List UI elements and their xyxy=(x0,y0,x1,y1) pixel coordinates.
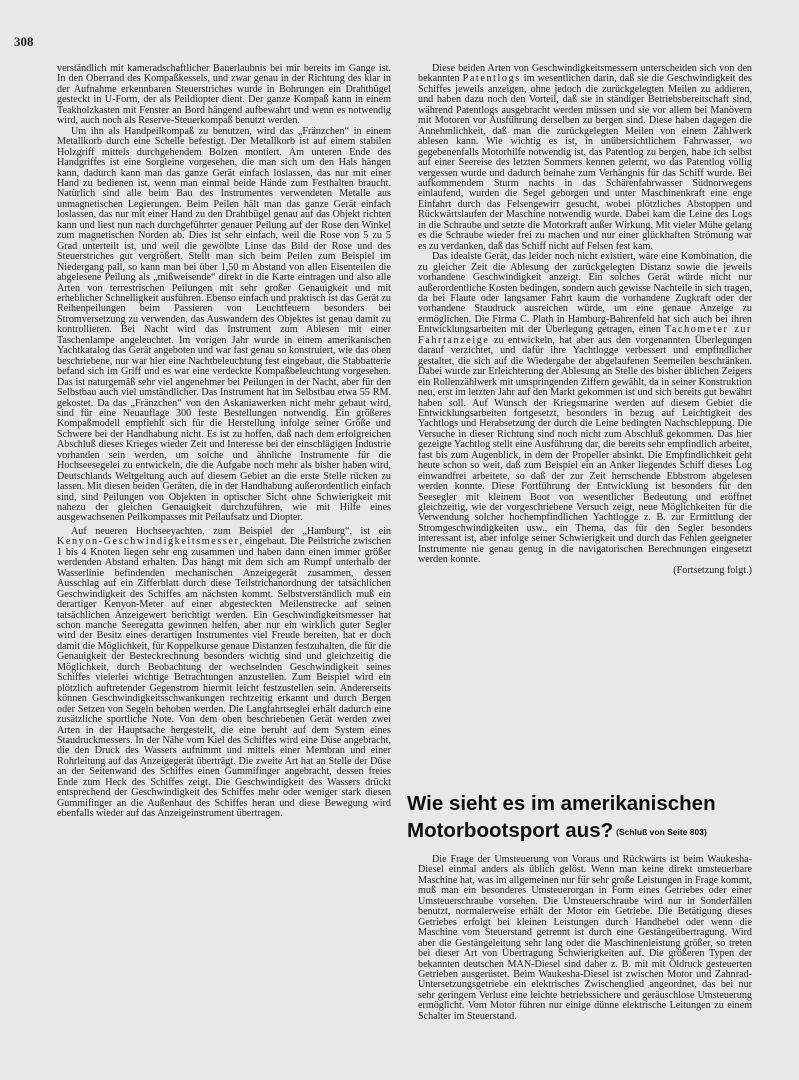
emphasized-term: Tachometer zur Fahrtanzeige xyxy=(418,324,752,346)
paragraph: Das idealste Gerät, das leider noch nicht existiert, wäre eine Kombination, die zu gleicher Zeit die Ablesung der zurückgelegten Distanz sowie die jeweils vorhandene Geschwindigkeit anzeigt. Ein solches Gerät würde nicht nur außerordentliche Kosten bedingen, sondern auch gewisse Nachteile in sich tragen, da bei Flaute oder langsamer Fahrt kaum die vorhandene Zugkraft oder der vorhandene Staudruck ausreichen würde, um eine genaue Anzeige zu ermöglichen. Die Firma C. Plath in Hamburg-Bahrenfeld hat sich auch bei ihren Entwicklungsarbeiten mit der Überlegung getragen, einen Tachometer zur Fahrtanzeige zu entwickeln, hat aber aus den vorgenannten Überlegungen darauf verzichtet, und dafür ihre Yachtlogge verbessert und empfindlicher gestaltet, die sich auf die Wiedergabe der abgelaufenen Seemeilen beschränken. Dabei wurde zur Erleichterung der Ablesung an Stelle des bisher üblichen Zeigers ein Rollenzählwerk mit umspringenden Ziffern gewählt, da in seiner Konstruktion neu, erst im letzten Jahr auf den Markt gekommen ist und sich bereits gut bewährt haben soll. Auf Wunsch der Kriegsmarine werden auf diesem Gebiet die Entwicklungsarbeiten fortgesetzt, besonders in bezug auf Leichtigkeit des Yachtlogs und Herabsetzung der durch die Leine bedingten Nachschleppung. Die Versuche in dieser Richtung sind noch nicht zum Abschluß gekommen. Das hier gezeigte Yachtlog stellt eine Ausführung dar, die bereits sehr empfindlich arbeitet, fast bis zum Augenblick, in dem der Propeller absinkt. Die Empfindlichkeit geht heute schon so weit, daß zum Beispiel ein an Anker liegendes Schiff dieses Log einwandfrei arbeitete, so daß der zur Zeit herrschende Ebbstrom abgelesen werden konnte. Diese Fortführung der Entwicklung ist besonders für den Seesegler mit kleinem Boot von wesentlicher Bedeutung und eröffnet gleichzeitig, wie der vorgeschriebene Versuch zeigt, neue Möglichkeiten für die Verwendung solcher hochempfindlichen Yachtlogge z. B. zur Ermittlung der Stromgeschwindigkeiten usw., ein Thema, das für den Segler besonders interessant ist, aber infolge seiner Schwierigkeit und durch das Fehlen geeigneter Instrumente nie genau genug in die navigatorischen Berechnungen eingesetzt werden konnte. xyxy=(418,251,752,566)
page-number: 308 xyxy=(14,34,34,49)
paragraph: Um ihn als Handpeilkompaß zu benutzen, wird das „Fränzchen“ in einem Metallkorb durch eine Schelle befestigt. Der Metallkorb ist auf einem stabilen Holzgriff mittels durchgehendem Bolzen montiert. Am unteren Ende des Handgriffes ist eine Sorgleine vorgesehen, die man sich um den Hals hängen kann, dadurch kann man das ganze Gerät einfach loslassen, das nur mit einer Hand zu bedienen ist, wenn man einmal beide Hände zum Festhalten braucht. Natürlich sind alle beim Bau des Instrumentes verwendeten Metalle aus unmagnetischen Legierungen. Beim Peilen hält man das ganze Gerät einfach loslassen, das nur mit einer Hand zu den Drahtbügel genau auf das Objekt richten kann und liest nun nach durchgeführter genauer Peilung auf der Rose den Winkel zum magnetischen Norden ab. Dies ist sehr einfach, weil die Rose von 5 zu 5 Grad unterteilt ist, und weil die gewölbte Linse das Bild der Rose und des Steuerstriches gut vergrößert. Stellt man sich beim Peilen zum Beispiel im Niedergang pall, so kann man bei über 1,50 m Abstand von allen Eisenteilen die abgelesene Peilung als „mißweisende“ direkt in die Karte eintragen und also alle Arten von terrestrischen Peilungen mit sehr großer Genauigkeit und mit erheblicher Schnelligkeit ausführen. Ebenso einfach und praktisch ist das Gerät zu Reihenpeilungen beim Passieren von Leuchtfeuern besonders bei Stromversetzung zu verwenden, das Auswandern des Objektes ist genau damit zu kontrollieren. Bei Nacht wird das Instrument zum Ablesen mit einer Taschenlampe angeleuchtet. Im vorigen Jahr wurde in einem amerikanischen Yachtkatalog das Gerät angeboten und war fast genau so konstruiert, wie das oben beschriebene, nur war hier eine Nachtbeleuchtung fest eingebaut, die Stabbatterie befand sich im Griff und es war eine verdeckte Kompaßbeleuchtung vorgesehen. Das ist naturgemäß sehr viel angenehmer bei Peilungen in der Nacht, aber für den Selbstbau auch viel umständlicher. Das Instrument hat im Selbstbau etwa 55 RM. gekostet. Da das „Fränzchen“ von den Askaniawerken nicht mehr gebaut wird, sind für eine Neuauflage 300 feste Bestellungen notwendig. Ein größeres Kompaßmodell empfiehlt sich für die Herstellung infolge seiner Größe und Schwere bei der Handhabung nicht. Es ist zu hoffen, daß nach dem erfolgreichen Abschluß dieses Krieges wieder Zeit und Interesse bei der einschlägigen Industrie vorhanden sein werden, um solche und ähnliche Instrumente für die Hochseesegelei zu entwickeln, die die Aufgabe noch mehr als bisher haben wird, Deutschlands Weltgeltung auch auf diesem Gebiet an die erste Stelle rücken zu lassen. Mit diesen beiden Geräten, die in der Handhabung außerordentlich einfach sind, sind Peilungen von Objekten in optischer Sicht ohne Schwierigkeit mit nahezu der gleichen Genauigkeit durchzuführen, wie mit Hilfe eines ausgewachsenen Peilkompasses mit Peilaufsatz und Diopter. xyxy=(57,125,391,524)
paragraph: verständlich mit kameradschaftlicher Bauerlaubnis bei mir bereits im Gange ist. In den Oberrand des Kompaßkessels, und zwar genau in der Richtung des klar in der Aufnahme erkennbaren Steuerstriches wurde in Bohrungen ein Drahtbügel gesteckt in U-Form, der als Peildiopter dient. Der ganze Kompaß kann in einem Teakholzkasten mit Fenster an Bord hängend aufbewahrt und wenn es notwendig wird, auch noch als Reserve-Steuerkompaß benutzt werden. xyxy=(57,63,391,127)
left-text-column xyxy=(57,64,391,820)
article-text-column xyxy=(418,855,752,1022)
right-text-column xyxy=(418,64,752,576)
headline-line-1: Wie sieht es im amerikanischen xyxy=(407,792,716,815)
emphasized-term: Kenyon-Geschwindigkeitsmesser xyxy=(57,536,240,548)
paragraph: Auf neueren Hochseeyachten, zum Beispiel der „Hamburg“, ist ein Kenyon-Geschwindigkeitsmesser, eingebaut. Die Peilstriche zwischen 1 bis 4 Knoten liegen sehr eng zusammen und haben dann einen immer größer werdenden Abstand erhalten. Das hängt mit dem sich am Rumpf unterhalb der Wasserlinie befindenden mechanischen Anzeigegerät zusammen, dessen Ausschlag auf ein Zifferblatt durch diese Teilstrichanordnung der tatsächlichen Geschwindigkeit des Schiffes am nächsten kommt. Selbstverständlich muß ein derartiger Kenyon-Meter auf einer abgesteckten Meilenstrecke auf seinen tatsächlichen Anzeigewert berichtigt werden. Ein Geschwindigkeitsmesser hat schon manche Seeregatta gewinnen helfen, aber nur ein wirklich guter Segler wird der Besitz eines derartigen Instrumentes viel Freude bereiten, hat er doch damit die Möglichkeit, für Koppelkurse genaue Distanzen festzuhalten, die für die Genauigkeit der Besteckrechnung besonders wichtig sind und gleichzeitig die Möglichkeit, durch Beobachtung der wechselnden Geschwindigkeit seines Schiffes vielerlei wichtige Betrachtungen anzustellen. Zum Beispiel wird ein plötzlich auftretender Gegenstrom hiermit leicht festzustellen sein. Andererseits können Geschwindigkeitsschwankungen rechtzeitig erkannt und durch Bergen oder Setzen von Segeln behoben werden. Die Langfahrtseglei erhält dadurch eine zusätzliche sportliche Note. Von dem oben beschriebenen Gerät werden zwei Arten in der Hauptsache hergestellt, die eine beruht auf dem System eines Staudruckmessers. In der Nähe vom Kiel des Schiffes wird eine Düse angebracht, die den Druck des Wassers aufnimmt und mittels einer Membran und einer Rohrleitung auf das Anzeigegerät überträgt. Die zweite Art hat an Stelle der Düse an der Seitenwand des Schiffes einen Gummifinger angebracht, dessen freies Ende zum Heck des Schiffes zeigt. Die Geschwindigkeit des Wassers drückt entsprechend der Geschwindigkeit des Schiffes mehr oder weniger stark diesen Gummifinger an die Außenhaut des Schiffes heran und diese Bewegung wird ebenfalls wieder auf das Anzeigeinstrument übertragen. xyxy=(57,525,391,820)
paragraph: Diese beiden Arten von Geschwindigkeitsmessern unterscheiden sich von den bekannten Patentlogs im wesentlichen darin, daß sie die Geschwindigkeit des Schiffes jeweils anzeigen, ohne jedoch die zurückgelegten Meilen zu addieren, und haben dazu noch den Vorteil, daß sie in ständiger Betriebsbereitschaft sind, während Patentlogs ausgebracht werden müssen und sie vor allem bei Manövern mit Motoren vor Ausführung derselben zu bergen sind. Diese haben dagegen die Annehmlichkeit, daß man die zurückgelegten Meilen von einem Zählwerk ablesen kann. Wie wichtig es ist, in unübersichtlichem Fahrwasser, wo gegebenenfalls Motorhilfe notwendig ist, das Patentlog zu bergen, habe ich selbst auf einer Seereise des letzten Sommers kennen gelernt, wo das Patentlog völlig vergessen wurde und dadurch beinahe zum Verhängnis für das Schiff wurde. Bei aufkommendem Sturm nachts in das Schärenfahrwasser Südnorwegens einlaufend, wurden die Segel geborgen und unter Maschinenkraft eine enge Einfahrt durch das Felsengewirr gesucht, wobei plötzliches Abstoppen und Rückwärtslaufen der Maschine notwendig wurde. Dabei kam die Leine des Logs in die Schraube und setzte die Motorkraft außer Wirkung. Mit vieler Mühe gelang es die Schraube wieder frei zu machen und nur einer glückhaften Strömung war es zu verdanken, daß das Schiff nicht auf Felsen fest kam. xyxy=(418,63,752,252)
article-headline xyxy=(407,790,767,846)
emphasized-term: Patentlogs xyxy=(462,73,521,85)
headline-line-2-text: Motorbootsport aus? xyxy=(407,819,614,842)
headline-line-2 xyxy=(407,817,767,846)
continued-note: (Fortsetzung folgt.) xyxy=(673,564,752,576)
continuation-reference: (Schluß von Seite 803) xyxy=(616,827,707,837)
paragraph: Die Frage der Umsteuerung von Voraus und Rückwärts ist beim Waukesha-Diesel einmal anders als üblich gelöst. Wenn man keine direkt umsteuerbare Maschine hat, was im allgemeinen nur für sehr große Leistungen in Frage kommt, muß man ein besonderes Umsteuerorgan in Form eines Getriebes oder einer Umsteuerschraube vorsehen. Die Umsteuerschraube wird nur in Sonderfällen benutzt, normalerweise erhält der Motor ein Getriebe. Die Betätigung dieses Getriebes erfolgt bei kleinen Leistungen durch Handhebel oder wenn die Maschine vom Steuerstand getrennt ist durch eine Gestängeübertragung. Wird aber die Gestängeleitung sehr lang oder die Maschinenleistung größer, so treten bei dieser Art von Übertragung Schwierigkeiten auf. Die größeren Typen der bekannten deutschen MAN-Diesel sind daher z. B. mit mit Öldruck gesteuerten Getrieben ausgerüstet. Beim Waukesha-Diesel ist zwischen Motor und Zahnrad-Untersetzungsgetriebe ein elektrisches Zwischenglied angeordnet, das bei nur sehr geringem Verlust eine leichte betriebssichere und geräuschlose Umsteuerung ermöglicht. Vom Motor führen nur einige dünne elektrische Leitungen zu einem Schalter im Steuerstand. xyxy=(418,854,752,1022)
